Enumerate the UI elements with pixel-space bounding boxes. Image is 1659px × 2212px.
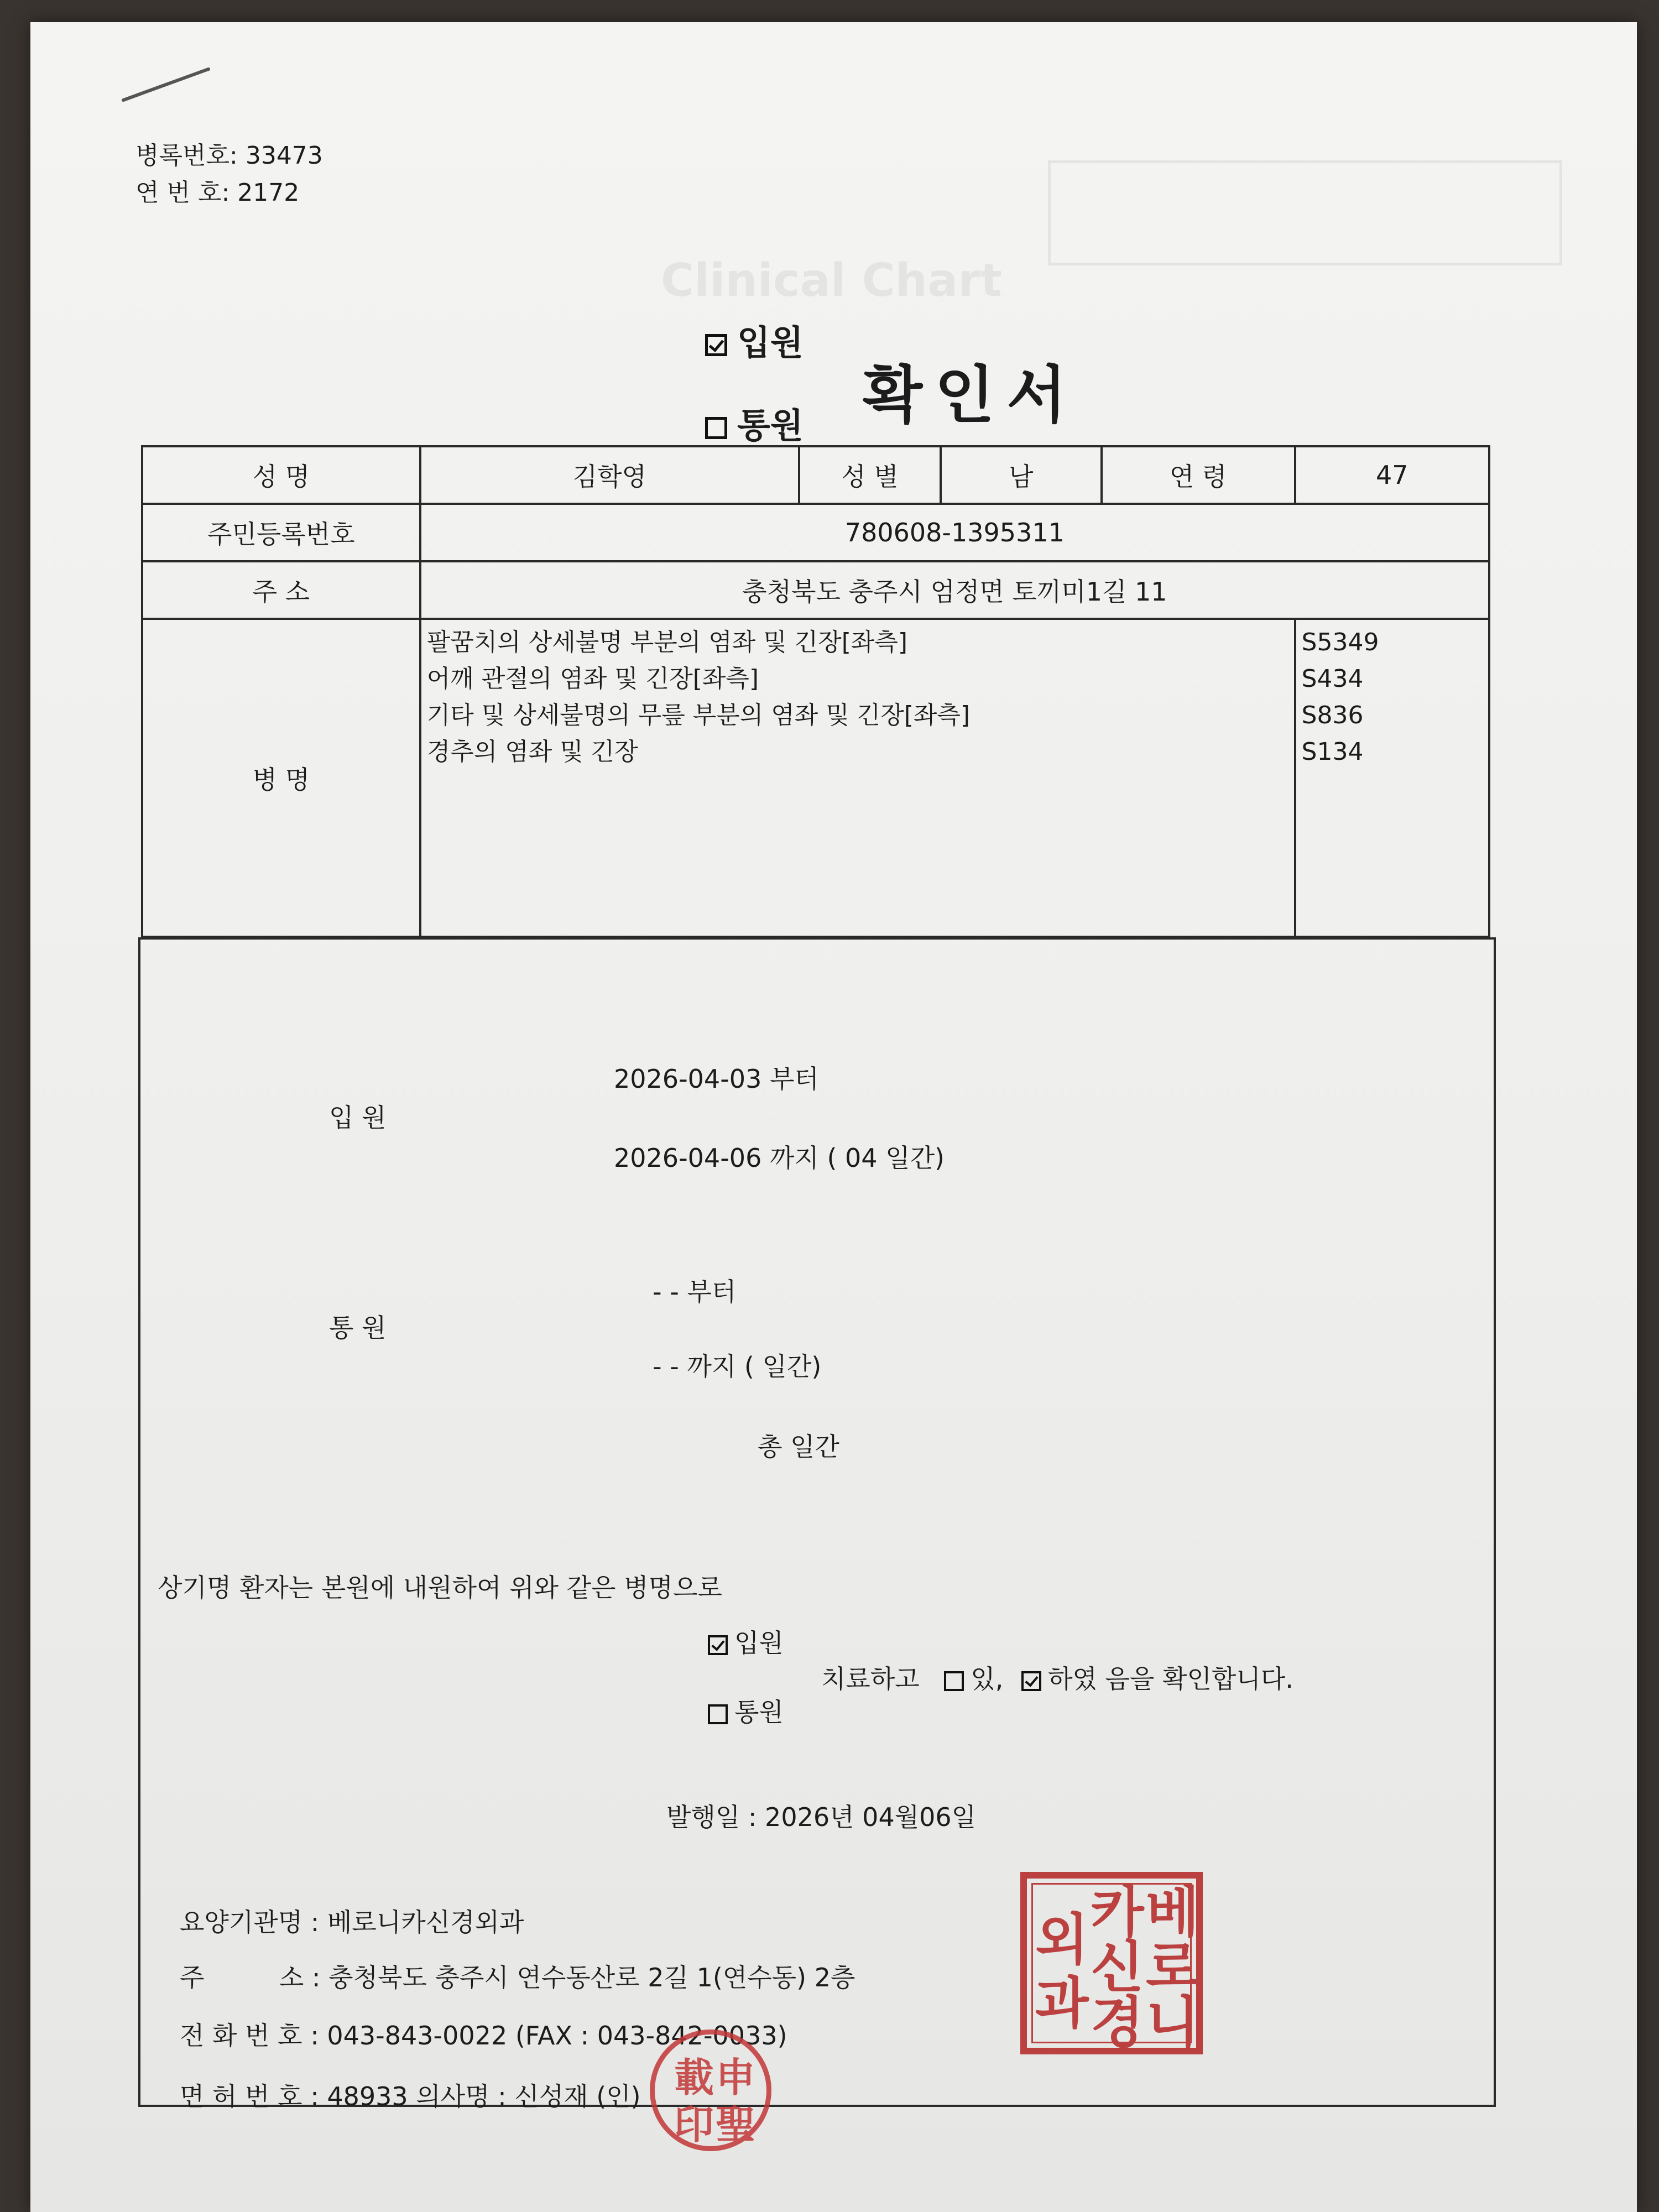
doctor-license: 면 허 번 호 : 48933 의사명 : 신성재 (인) [180,2081,641,2111]
address-label: 주 소 [142,561,420,619]
diagnosis-names [420,619,1295,937]
confirm-inpatient-checkbox-icon [708,1635,728,1655]
type-option-outpatient: 통원 [705,398,804,447]
serial-number: 연 번 호: 2172 [135,179,300,207]
institution-phone: 전 화 번 호 : 043-843-0022 (FAX : 043-842-0033) [180,2021,787,2051]
institution-address-label: 주 [180,1963,205,1992]
diagnosis-code: S836 [1301,701,1364,729]
confirmation-statement: 치료하고 있, 하였 음을 확인합니다. [821,1664,1293,1694]
patient-address: 충청북도 충주시 엄정면 토끼미1길 11 [420,561,1489,619]
diagnosis-name: 기타 및 상세불명의 무릎 부분의 염좌 및 긴장[좌측] [426,701,971,729]
patient-sex: 남 [941,446,1102,504]
diagnosis-name: 어깨 관절의 염좌 및 긴장[좌측] [426,665,759,693]
type-option-inpatient: 입원 [705,315,804,364]
hospital-seal-stamp: 베 로 니 카 신 경 외 과 [1020,1872,1203,2054]
patient-rrn: 780608-1395311 [420,504,1489,561]
exists-checkbox-icon [944,1671,964,1691]
background-bleed-through-title: Clinical Chart [661,254,1003,307]
patient-info-table [141,445,1490,938]
outpatient-total: 총 일간 [758,1432,839,1462]
record-number: 병록번호: 33473 [135,142,323,170]
outpatient-from: - - 부터 [653,1277,737,1307]
diagnosis-name: 경추의 염좌 및 긴장 [426,738,638,766]
outpatient-checkbox-icon [705,417,727,439]
admission-label: 입 원 [329,1103,387,1133]
institution-name: 요양기관명 : 베로니카신경외과 [180,1907,524,1937]
diagnosis-name: 팔꿈치의 상세불명 부분의 염좌 및 긴장[좌측] [426,628,908,656]
sex-label: 성 별 [799,446,941,504]
patient-name: 김학영 [420,446,799,504]
document-page [30,22,1637,2212]
age-label: 연 령 [1102,446,1295,504]
doctor-seal-stamp: 申 載 聖 印 [650,2030,771,2151]
diagnosis-code: S5349 [1301,628,1379,656]
institution-address: 소 : 충청북도 충주시 연수동산로 2길 1(연수동) 2층 [279,1963,855,1992]
confirmation-intro: 상기명 환자는 본원에 내원하여 위와 같은 병명으로 [158,1573,722,1603]
name-label: 성 명 [142,446,420,504]
outpatient-to: - - 까지 ( 일간) [653,1352,822,1381]
admission-from: 2026-04-03 부터 [614,1064,819,1094]
diagnosis-codes [1295,619,1489,937]
diagnosis-code: S434 [1301,665,1364,693]
diagnosis-code: S134 [1301,738,1364,766]
confirm-option-inpatient: 입원 [708,1623,784,1660]
background-bleed-through-stamp [1048,160,1562,265]
confirm-outpatient-checkbox-icon [708,1704,728,1724]
admission-to: 2026-04-06 까지 ( 04 일간) [614,1143,945,1173]
confirm-option-outpatient: 통원 [708,1692,784,1729]
pen-mark [121,67,211,102]
done-checkbox-icon [1021,1671,1041,1691]
rrn-label: 주민등록번호 [142,504,420,561]
outpatient-label: 통 원 [329,1313,387,1343]
inpatient-checkbox-icon [705,334,727,356]
patient-age: 47 [1295,446,1489,504]
issue-date: 발행일 : 2026년 04월06일 [666,1802,977,1832]
diagnosis-label: 병 명 [142,619,420,937]
document-title: 확인서 [863,359,1079,431]
